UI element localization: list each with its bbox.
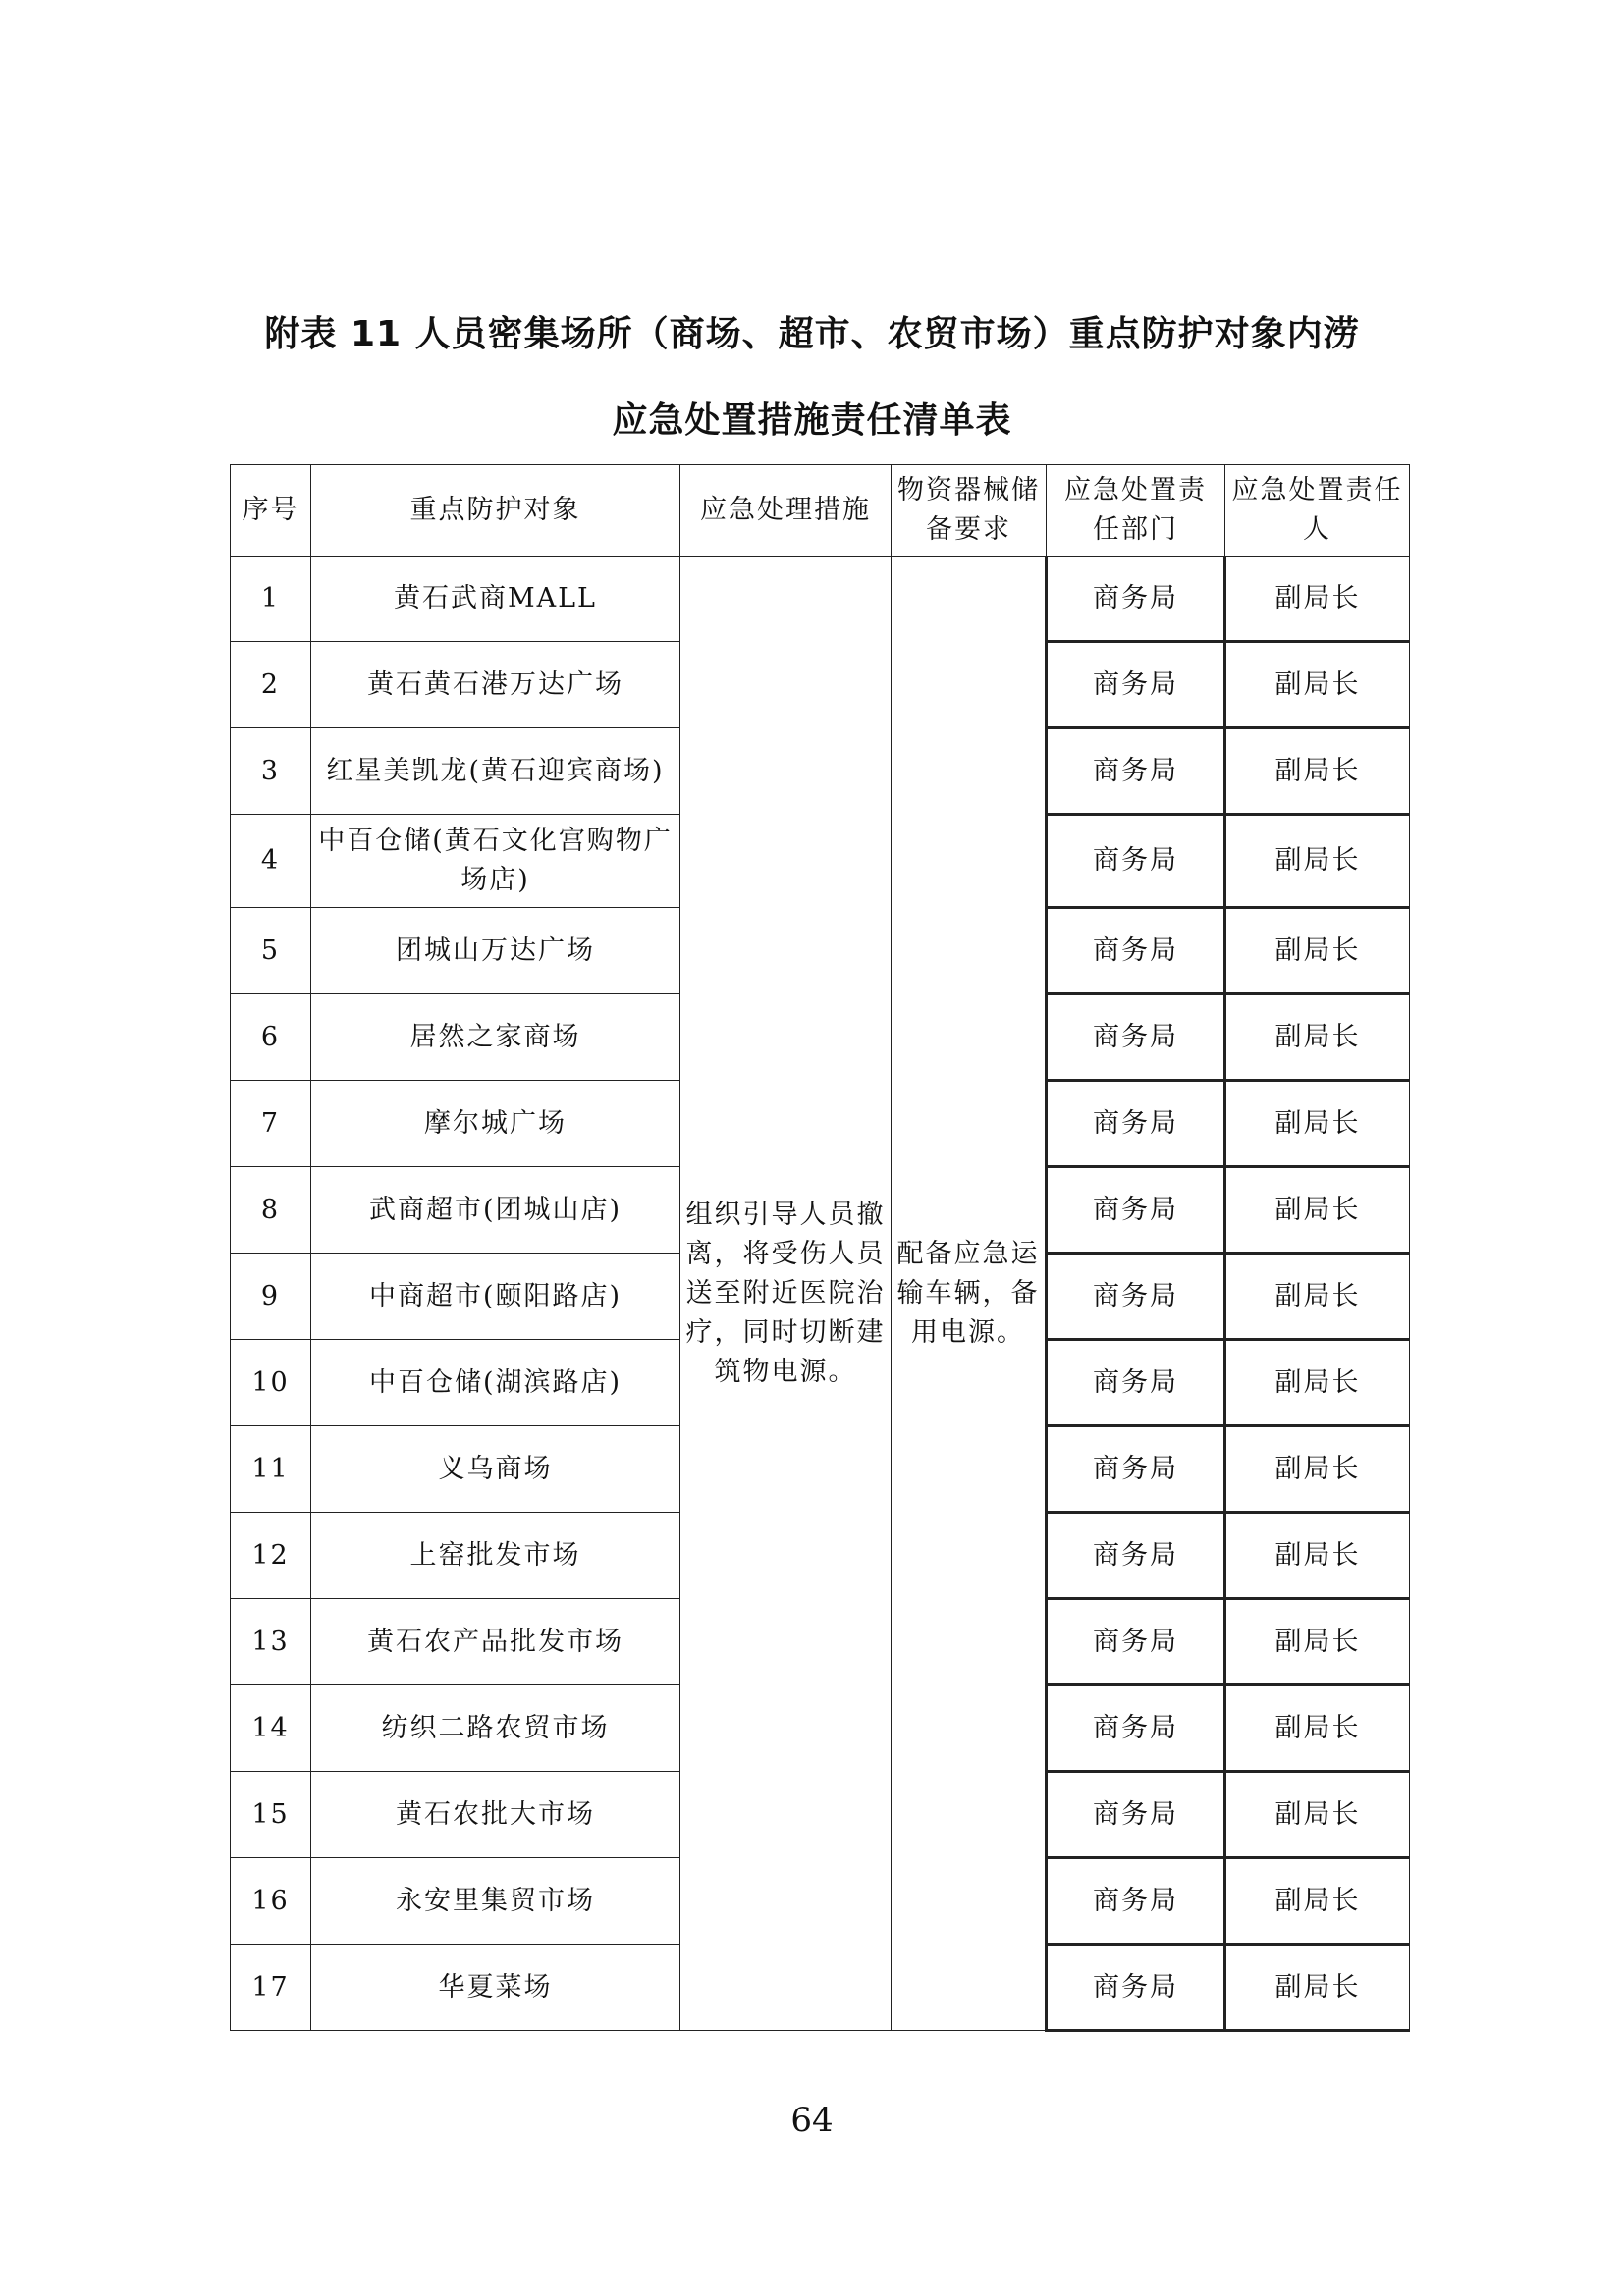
row-person: 副局长: [1225, 557, 1410, 642]
header-seq: 序号: [231, 465, 311, 557]
materials-cell: 配备应急运输车辆，备用电源。: [892, 557, 1047, 2031]
row-dept: 商务局: [1047, 1945, 1225, 2031]
row-seq: 11: [231, 1426, 311, 1513]
page-number: 64: [790, 2101, 834, 2140]
row-person: 副局长: [1225, 1081, 1410, 1167]
row-person: 副局长: [1225, 1945, 1410, 2031]
row-person: 副局长: [1225, 994, 1410, 1081]
row-seq: 5: [231, 908, 311, 994]
header-measures: 应急处理措施: [680, 465, 892, 557]
table-header-row: [231, 465, 1410, 557]
row-target: 武商超市(团城山店): [311, 1167, 680, 1254]
row-person: 副局长: [1225, 642, 1410, 728]
row-seq: 13: [231, 1599, 311, 1685]
row-dept: 商务局: [1047, 1167, 1225, 1254]
table-title-line2: 应急处置措施责任清单表: [612, 400, 1012, 441]
row-target: 中百仓储(黄石文化宫购物广场店): [311, 815, 680, 908]
row-person: 副局长: [1225, 1858, 1410, 1945]
row-dept: 商务局: [1047, 1599, 1225, 1685]
row-dept: 商务局: [1047, 1772, 1225, 1858]
row-target: 永安里集贸市场: [311, 1858, 680, 1945]
row-dept: 商务局: [1047, 642, 1225, 728]
row-person: 副局长: [1225, 1340, 1410, 1426]
row-dept: 商务局: [1047, 908, 1225, 994]
row-dept: 商务局: [1047, 1858, 1225, 1945]
row-person: 副局长: [1225, 1254, 1410, 1340]
row-seq: 4: [231, 815, 311, 908]
row-dept: 商务局: [1047, 1685, 1225, 1772]
row-seq: 12: [231, 1513, 311, 1599]
row-seq: 16: [231, 1858, 311, 1945]
row-seq: 15: [231, 1772, 311, 1858]
row-seq: 7: [231, 1081, 311, 1167]
row-dept: 商务局: [1047, 1426, 1225, 1513]
row-seq: 1: [231, 557, 311, 642]
row-target: 红星美凯龙(黄石迎宾商场): [311, 728, 680, 815]
row-dept: 商务局: [1047, 1254, 1225, 1340]
row-target: 摩尔城广场: [311, 1081, 680, 1167]
row-target: 黄石黄石港万达广场: [311, 642, 680, 728]
responsibility-table: [230, 464, 1410, 2032]
row-person: 副局长: [1225, 908, 1410, 994]
row-target: 上窑批发市场: [311, 1513, 680, 1599]
header-dept: 应急处置责任部门: [1047, 465, 1225, 557]
row-person: 副局长: [1225, 1167, 1410, 1254]
row-target: 义乌商场: [311, 1426, 680, 1513]
row-person: 副局长: [1225, 1426, 1410, 1513]
row-seq: 17: [231, 1945, 311, 2031]
row-seq: 14: [231, 1685, 311, 1772]
row-dept: 商务局: [1047, 815, 1225, 908]
row-person: 副局长: [1225, 1685, 1410, 1772]
row-person: 副局长: [1225, 1599, 1410, 1685]
row-seq: 6: [231, 994, 311, 1081]
row-target: 纺织二路农贸市场: [311, 1685, 680, 1772]
row-seq: 2: [231, 642, 311, 728]
row-seq: 3: [231, 728, 311, 815]
row-target: 华夏菜场: [311, 1945, 680, 2031]
header-target: 重点防护对象: [311, 465, 680, 557]
row-target: 团城山万达广场: [311, 908, 680, 994]
row-person: 副局长: [1225, 728, 1410, 815]
header-person: 应急处置责任人: [1225, 465, 1410, 557]
row-dept: 商务局: [1047, 1513, 1225, 1599]
row-target: 居然之家商场: [311, 994, 680, 1081]
row-dept: 商务局: [1047, 1340, 1225, 1426]
row-target: 黄石武商MALL: [311, 557, 680, 642]
row-target: 黄石农产品批发市场: [311, 1599, 680, 1685]
row-dept: 商务局: [1047, 994, 1225, 1081]
row-dept: 商务局: [1047, 1081, 1225, 1167]
row-dept: 商务局: [1047, 557, 1225, 642]
row-person: 副局长: [1225, 1772, 1410, 1858]
header-materials: 物资器械储备要求: [892, 465, 1047, 557]
row-target: 中百仓储(湖滨路店): [311, 1340, 680, 1426]
row-seq: 10: [231, 1340, 311, 1426]
row-person: 副局长: [1225, 815, 1410, 908]
row-target: 中商超市(颐阳路店): [311, 1254, 680, 1340]
table-row: [231, 557, 1410, 642]
row-dept: 商务局: [1047, 728, 1225, 815]
row-seq: 8: [231, 1167, 311, 1254]
table-title-line1: 附表 11 人员密集场所（商场、超市、农贸市场）重点防护对象内涝: [264, 314, 1360, 354]
row-seq: 9: [231, 1254, 311, 1340]
row-target: 黄石农批大市场: [311, 1772, 680, 1858]
row-person: 副局长: [1225, 1513, 1410, 1599]
measures-cell: 组织引导人员撤离，将受伤人员送至附近医院治疗，同时切断建筑物电源。: [680, 557, 892, 2031]
